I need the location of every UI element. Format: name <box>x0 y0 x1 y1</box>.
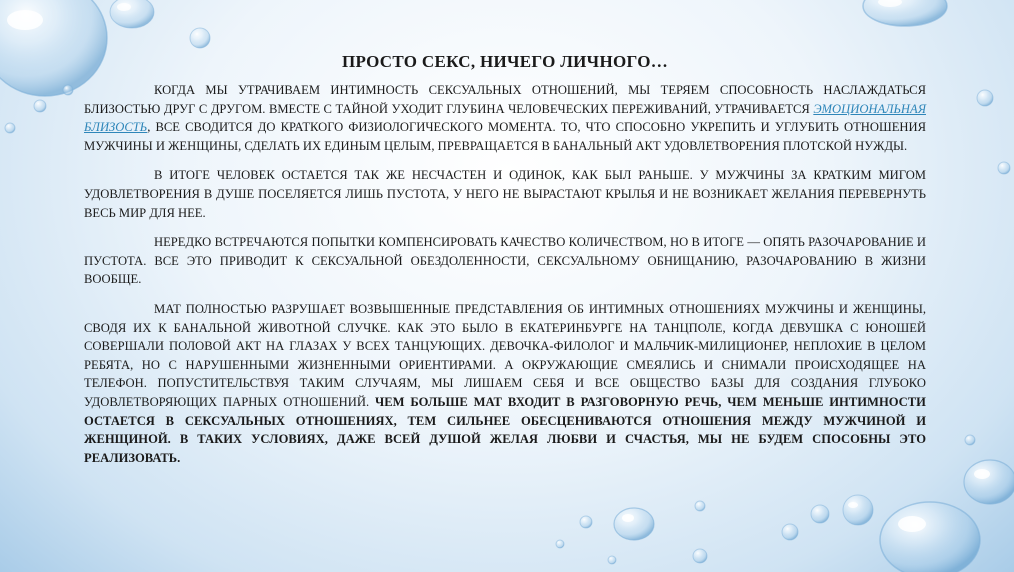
paragraph-2: В ИТОГЕ ЧЕЛОВЕК ОСТАЕТСЯ ТАК ЖЕ НЕСЧАСТЕН И ОДИНОК, КАК БЫЛ РАНЬШЕ. У МУЖЧИНЫ ЗА КРАТКИМ МИГОМ УДОВЛЕТВОРЕНИЯ В ДУШЕ ПОСЕЛЯЕТСЯ ЛИШЬ ПУСТОТА, У НЕГО НЕ ВЫРАСТАЮТ КРЫЛЬЯ И НЕ ВОЗНИКАЕТ ЖЕЛАНИЯ ПЕРЕВЕРНУТЬ ВЕСЬ МИР ДЛЯ НЕЕ. <box>84 168 926 220</box>
water-drop-icon <box>580 516 592 528</box>
water-drop-icon <box>998 162 1010 174</box>
water-drop-icon <box>556 540 564 548</box>
slide-content <box>84 52 926 478</box>
paragraph-1-text: КОГДА МЫ УТРАЧИВАЕМ ИНТИМНОСТЬ СЕКСУАЛЬНЫХ ОТНОШЕНИЙ, МЫ ТЕРЯЕМ СПОСОБНОСТЬ НАСЛАЖДАТЬСЯ БЛИЗОСТЬЮ ДРУГ С ДРУГОМ. ВМЕСТЕ С ТАЙНОЙ УХОДИТ ГЛУБИНА ЧЕЛОВЕЧЕСКИХ ПЕРЕЖИВАНИЙ, УТРАЧИВАЕТСЯ <box>84 83 926 116</box>
paragraph-4-bold-text: ЧЕМ БОЛЬШЕ МАТ ВХОДИТ В РАЗГОВОРНУЮ РЕЧЬ, ЧЕМ МЕНЬШЕ ИНТИМНОСТИ ОСТАЕТСЯ В СЕКСУАЛЬНЫХ ОТНОШЕНИЯХ, ТЕМ СИЛЬНЕЕ ОБЕСЦЕНИВАЮТСЯ ОТНОШЕНИЯ МЕЖДУ МУЖЧИНОЙ И ЖЕНЩИНОЙ. В ТАКИХ УСЛОВИЯХ, ДАЖЕ ВСЕЙ ДУШОЙ ЖЕЛАЯ ЛЮБВИ И СЧАСТЬЯ, МЫ НЕ БУДЕМ СПОСОБНЫ ЭТО РЕАЛИЗОВАТЬ. <box>84 394 926 465</box>
water-drop-icon <box>863 0 947 26</box>
water-drop-icon <box>843 495 873 525</box>
water-drop-icon <box>695 501 705 511</box>
paragraph-1-text-end: , ВСЕ СВОДИТСЯ ДО КРАТКОГО ФИЗИОЛОГИЧЕСКОГО МОМЕНТА. ТО, ЧТО СПОСОБНО УКРЕПИТЬ И УГЛУБИТЬ ОТНОШЕНИЯ МУЖЧИНЫ И ЖЕНЩИНЫ, СДЕЛАТЬ ИХ ЕДИНЫМ ЦЕЛЫМ, ПРЕВРАЩАЕТСЯ В БАНАЛЬНЫЙ АКТ УДОВЛЕТВОРЕНИЯ ПЛОТСКОЙ НУЖДЫ. <box>84 120 926 153</box>
water-drop-icon <box>614 508 654 540</box>
water-drop-icon <box>34 100 46 112</box>
water-drop-icon <box>782 524 798 540</box>
slide-title: ПРОСТО СЕКС, НИЧЕГО ЛИЧНОГО… <box>341 52 669 71</box>
water-drop-icon <box>977 90 993 106</box>
water-drop-icon <box>608 556 616 564</box>
water-drop-icon <box>965 435 975 445</box>
water-drop-icon <box>880 502 980 572</box>
water-drop-icon <box>5 123 15 133</box>
paragraph-4 <box>84 300 926 467</box>
paragraph-3: НЕРЕДКО ВСТРЕЧАЮТСЯ ПОПЫТКИ КОМПЕНСИРОВАТЬ КАЧЕСТВО КОЛИЧЕСТВОМ, НО В ИТОГЕ — ОПЯТЬ РАЗОЧАРОВАНИЕ И ПУСТОТА. ВСЕ ЭТО ПРИВОДИТ К СЕКСУАЛЬНОЙ ОБЕЗДОЛЕННОСТИ, СЕКСУАЛЬНОМУ ОБНИЩАНИЮ, РАЗОЧАРОВАНИЮ В ЖИЗНИ ВООБЩЕ. <box>84 235 926 287</box>
emotional-closeness-link[interactable]: ЭМОЦИОНАЛЬНАЯ БЛИЗОСТЬ <box>84 101 926 135</box>
water-drop-icon <box>811 505 829 523</box>
paragraph-4-text: МАТ ПОЛНОСТЬЮ РАЗРУШАЕТ ВОЗВЫШЕННЫЕ ПРЕДСТАВЛЕНИЯ ОБ ИНТИМНЫХ ОТНОШЕНИЯХ МУЖЧИНЫ И ЖЕНЩИНЫ, СВОДЯ ИХ К БАНАЛЬНОЙ ЖИВОТНОЙ СЛУЧКЕ. КАК ЭТО БЫЛО В ЕКАТЕРИНБУРГЕ НА ТАНЦПОЛЕ, КОГДА ДЕВУШКА С ЮНОШЕЙ СОВЕРШАЛИ ПОЛОВОЙ АКТ НА ГЛАЗАХ У ВСЕХ ТАНЦУЮЩИХ. ДЕВОЧКА-ФИЛОЛОГ И МАЛЬЧИК-МИЛИЦИОНЕР, НЕПЛОХИЕ В ЦЕЛОМ РЕБЯТА, НО С НАРУШЕННЫМИ ЖИЗНЕННЫМИ ОРИЕНТИРАМИ. А ОКРУЖАЮЩИЕ СМЕЯЛИСЬ И СНИМАЛИ ПРОИСХОДЯЩЕЕ НА ТЕЛЕФОН. ПОПУСТИТЕЛЬСТВУЯ ТАКИМ СЛУЧАЯМ, МЫ ЛИШАЕМ СЕБЯ И ВСЕ ОБЩЕСТВО БАЗЫ ДЛЯ СОЗДАНИЯ ГЛУБОКО УДОВЛЕТВОРЯЮЩИХ ПАРНЫХ ОТНОШЕНИЙ. <box>84 301 926 409</box>
water-drop-icon <box>110 0 154 28</box>
water-drop-icon <box>964 460 1014 504</box>
water-drop-icon <box>693 549 707 563</box>
water-drop-icon <box>63 85 73 95</box>
water-drop-icon <box>190 28 210 48</box>
paragraph-1 <box>84 81 926 155</box>
